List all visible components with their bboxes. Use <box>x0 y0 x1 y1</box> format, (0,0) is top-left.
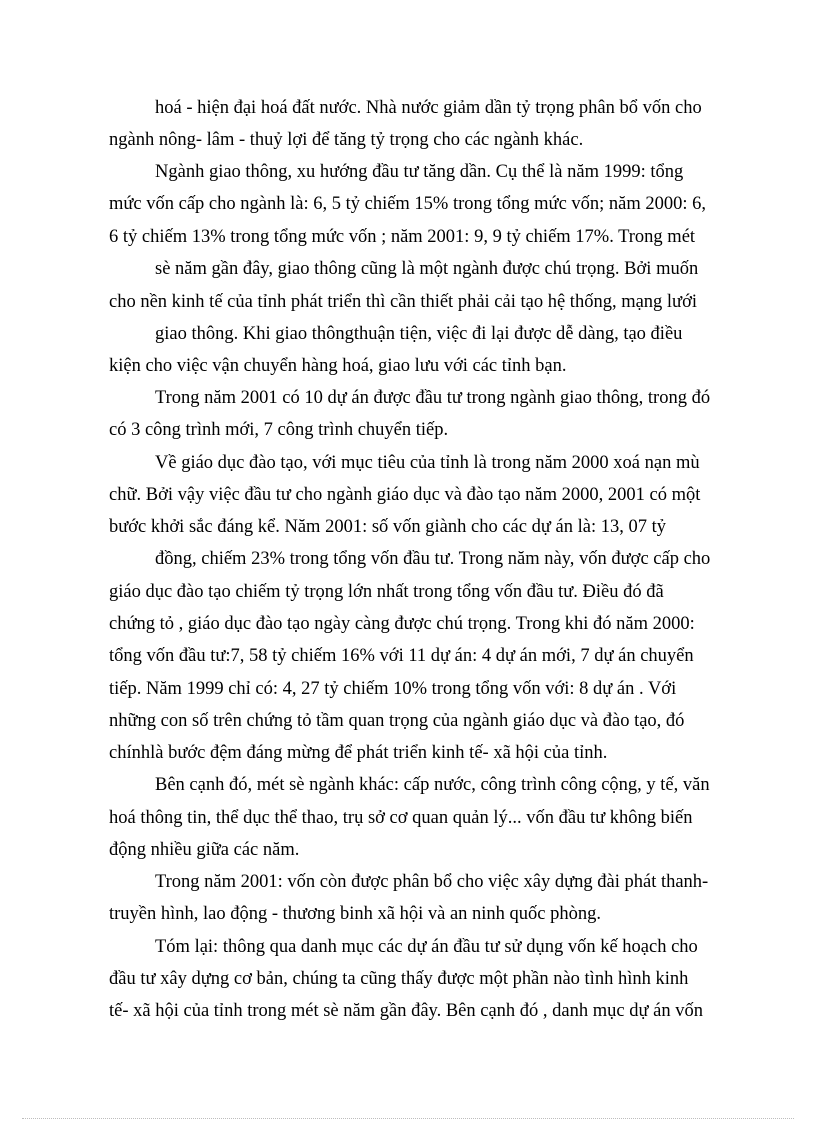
text-line: tế- xã hội của tỉnh trong mét sè năm gần đây. Bên cạnh đó , danh mục dự án vốn <box>109 1001 703 1021</box>
text-line: Tóm lại: thông qua danh mục các dự án đầu tư sử dụng vốn kế hoạch cho <box>155 937 698 957</box>
text-line: cho nền kinh tế của tỉnh phát triển thì cần thiết phải cải tạo hệ thống, mạng lưới <box>109 292 698 312</box>
text-line: Về giáo dục đào tạo, với mục tiêu của tỉnh là trong năm 2000 xoá nạn mù <box>155 453 700 473</box>
text-line: hoá thông tin, thể dục thể thao, trụ sở cơ quan quản lý... vốn đầu tư không biến <box>109 808 693 828</box>
text-line: kiện cho việc vận chuyển hàng hoá, giao lưu với các tỉnh bạn. <box>109 356 567 376</box>
text-line: giáo dục đào tạo chiếm tỷ trọng lớn nhất trong tổng vốn đầu tư. Điều đó đã <box>109 582 664 602</box>
text-line: tiếp. Năm 1999 chỉ có: 4, 27 tỷ chiếm 10% trong tổng vốn với: 8 dự án . Với <box>109 679 677 699</box>
text-line: 6 tỷ chiếm 13% trong tổng mức vốn ; năm 2001: 9, 9 tỷ chiếm 17%. Trong mét <box>109 227 696 247</box>
text-line: mức vốn cấp cho ngành là: 6, 5 tỷ chiếm 15% trong tổng mức vốn; năm 2000: 6, <box>109 194 707 214</box>
text-line: bước khởi sắc đáng kể. Năm 2001: số vốn giành cho các dự án là: 13, 07 tỷ <box>109 517 666 537</box>
page-bottom-divider <box>22 1118 794 1119</box>
text-line: chữ. Bởi vậy việc đầu tư cho ngành giáo dục và đào tạo năm 2000, 2001 có một <box>109 485 701 505</box>
text-line: giao thông. Khi giao thôngthuận tiện, việc đi lại được dễ dàng, tạo điều <box>155 324 683 344</box>
text-line: động nhiều giữa các năm. <box>109 840 300 860</box>
text-line: ngành nông- lâm - thuỷ lợi để tăng tỷ trọng cho các ngành khác. <box>109 130 584 150</box>
text-line: hoá - hiện đại hoá đất nước. Nhà nước giảm dần tỷ trọng phân bổ vốn cho <box>155 98 702 118</box>
text-line: đồng, chiếm 23% trong tổng vốn đầu tư. Trong năm này, vốn được cấp cho <box>155 549 711 569</box>
text-line: Bên cạnh đó, mét sè ngành khác: cấp nước, công trình công cộng, y tế, văn <box>155 775 710 795</box>
text-line: chínhlà bước đệm đáng mừng để phát triển kinh tế- xã hội của tỉnh. <box>109 743 608 763</box>
text-line: Ngành giao thông, xu hướng đầu tư tăng dần. Cụ thể là năm 1999: tổng <box>155 162 684 182</box>
text-line: đầu tư xây dựng cơ bản, chúng ta cũng thấy được một phần nào tình hình kinh <box>109 969 689 989</box>
text-line: những con số trên chứng tỏ tầm quan trọng của ngành giáo dục và đào tạo, đó <box>109 711 685 731</box>
text-line: chứng tỏ , giáo dục đào tạo ngày càng được chú trọng. Trong khi đó năm 2000: <box>109 614 695 634</box>
text-line: có 3 công trình mới, 7 công trình chuyển tiếp. <box>109 420 449 440</box>
text-line: sè năm gần đây, giao thông cũng là một ngành được chú trọng. Bởi muốn <box>155 259 699 279</box>
text-line: Trong năm 2001: vốn còn được phân bổ cho việc xây dựng đài phát thanh- <box>155 872 709 892</box>
text-line: Trong năm 2001 có 10 dự án được đầu tư trong ngành giao thông, trong đó <box>155 388 711 408</box>
text-line: tổng vốn đầu tư:7, 58 tỷ chiếm 16% với 11 dự án: 4 dự án mới, 7 dự án chuyển <box>109 646 694 666</box>
text-line: truyền hình, lao động - thương binh xã hội và an ninh quốc phòng. <box>109 904 602 924</box>
